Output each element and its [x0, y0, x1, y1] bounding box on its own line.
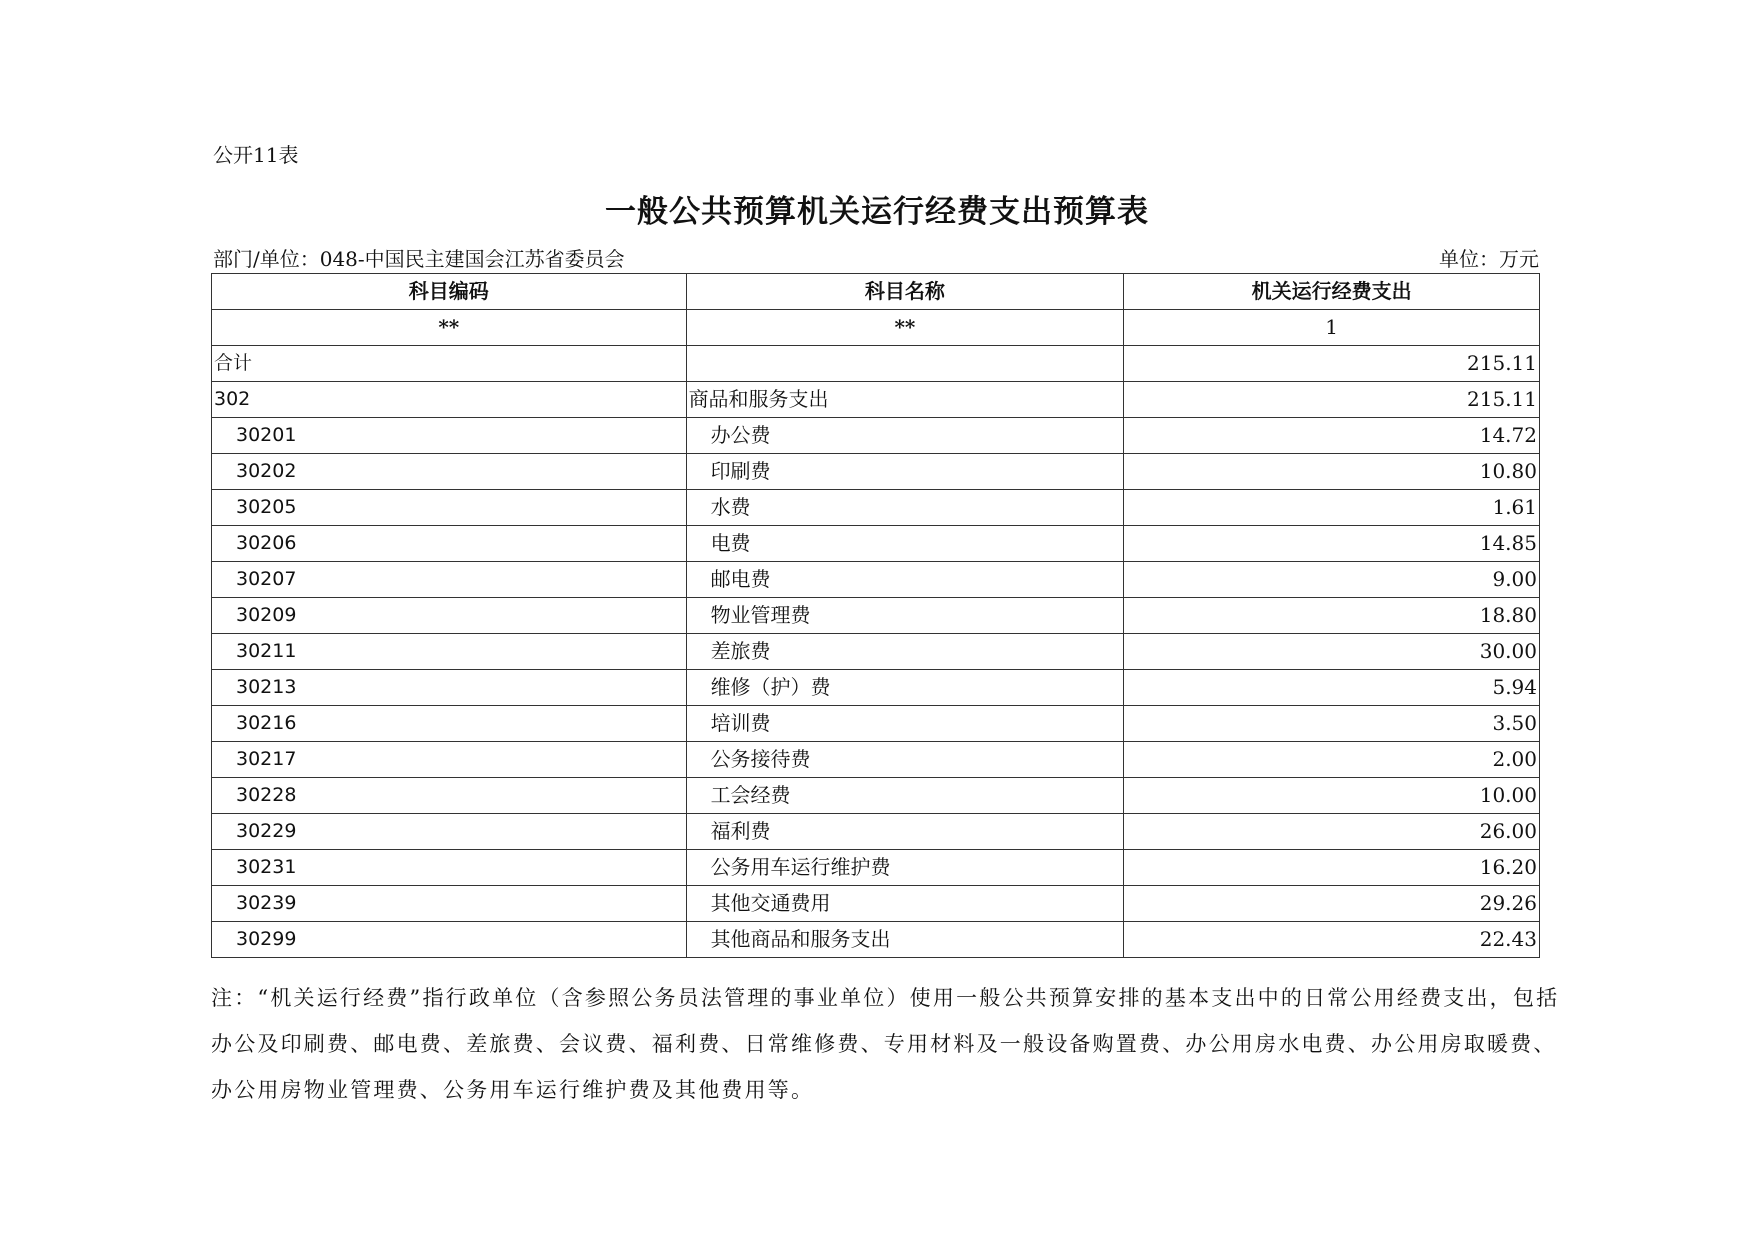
row-name-cell: 其他交通费用: [686, 886, 1124, 922]
row-code-cell: 30231: [212, 850, 687, 886]
row-name-cell: 公务用车运行维护费: [686, 850, 1124, 886]
row-name-cell: 维修（护）费: [686, 670, 1124, 706]
index-cell-code: **: [212, 310, 687, 346]
row-code-cell: 30206: [212, 526, 687, 562]
row-amount-cell: 10.80: [1124, 454, 1540, 490]
table-header-row: [212, 274, 1540, 310]
form-id: 公开11表: [213, 143, 299, 167]
row-code-cell: 合计: [212, 346, 687, 382]
row-name-cell: 工会经费: [686, 778, 1124, 814]
row-name-cell: 电费: [686, 526, 1124, 562]
row-name-cell: [686, 346, 1124, 382]
footnote: 注：“机关运行经费”指行政单位（含参照公务员法管理的事业单位）使用一般公共预算安排的基本支出中的日常公用经费支出，包括办公及印刷费、邮电费、差旅费、会议费、福利费、日常维修费、专用材料及一般设备购置费、办公用房水电费、办公用房取暖费、办公用房物业管理费、公务用车运行维护费及其他费用等。: [211, 986, 1560, 1102]
row-name-cell: 印刷费: [686, 454, 1124, 490]
row-amount-cell: 1.61: [1124, 490, 1540, 526]
row-amount-cell: 22.43: [1124, 922, 1540, 958]
row-amount-cell: 5.94: [1124, 670, 1540, 706]
row-amount-cell: 14.85: [1124, 526, 1540, 562]
row-amount-cell: 10.00: [1124, 778, 1540, 814]
row-amount-cell: 9.00: [1124, 562, 1540, 598]
row-amount-cell: 16.20: [1124, 850, 1540, 886]
table-row: [212, 346, 1540, 382]
table-body: [212, 346, 1540, 958]
table-row: [212, 634, 1540, 670]
index-cell-name: **: [686, 310, 1124, 346]
row-amount-cell: 215.11: [1124, 382, 1540, 418]
column-header-name: 科目名称: [686, 274, 1124, 310]
row-name-cell: 水费: [686, 490, 1124, 526]
row-code-cell: 30213: [212, 670, 687, 706]
row-name-cell: 差旅费: [686, 634, 1124, 670]
row-code-cell: 30228: [212, 778, 687, 814]
row-code-cell: 30205: [212, 490, 687, 526]
row-code-cell: 30201: [212, 418, 687, 454]
row-name-cell: 物业管理费: [686, 598, 1124, 634]
row-code-cell: 30239: [212, 886, 687, 922]
row-amount-cell: 26.00: [1124, 814, 1540, 850]
table-row: [212, 454, 1540, 490]
row-amount-cell: 215.11: [1124, 346, 1540, 382]
row-amount-cell: 29.26: [1124, 886, 1540, 922]
table-row: [212, 850, 1540, 886]
row-name-cell: 商品和服务支出: [686, 382, 1124, 418]
row-amount-cell: 2.00: [1124, 742, 1540, 778]
table-row: [212, 922, 1540, 958]
table-row: [212, 670, 1540, 706]
row-amount-cell: 18.80: [1124, 598, 1540, 634]
column-header-amount: 机关运行经费支出: [1124, 274, 1540, 310]
column-header-code: 科目编码: [212, 274, 687, 310]
row-code-cell: 30216: [212, 706, 687, 742]
row-code-cell: 30202: [212, 454, 687, 490]
table-row: [212, 382, 1540, 418]
table-index-row: [212, 310, 1540, 346]
row-name-cell: 培训费: [686, 706, 1124, 742]
table-row: [212, 598, 1540, 634]
row-amount-cell: 3.50: [1124, 706, 1540, 742]
table-row: [212, 742, 1540, 778]
department-label: 部门/单位：048-中国民主建国会江苏省委员会: [213, 247, 625, 271]
table-row: [212, 706, 1540, 742]
table-row: [212, 886, 1540, 922]
table-row: [212, 490, 1540, 526]
budget-table: [211, 273, 1540, 958]
table-row: [212, 562, 1540, 598]
index-cell-amount: 1: [1124, 310, 1540, 346]
row-amount-cell: 14.72: [1124, 418, 1540, 454]
page-title: 一般公共预算机关运行经费支出预算表: [605, 194, 1149, 230]
row-code-cell: 30229: [212, 814, 687, 850]
unit-label: 单位：万元: [1439, 247, 1539, 271]
row-code-cell: 30209: [212, 598, 687, 634]
table-row: [212, 418, 1540, 454]
table-row: [212, 778, 1540, 814]
row-name-cell: 办公费: [686, 418, 1124, 454]
row-code-cell: 30299: [212, 922, 687, 958]
row-code-cell: 30217: [212, 742, 687, 778]
row-amount-cell: 30.00: [1124, 634, 1540, 670]
table-row: [212, 814, 1540, 850]
row-name-cell: 邮电费: [686, 562, 1124, 598]
row-name-cell: 其他商品和服务支出: [686, 922, 1124, 958]
row-code-cell: 30207: [212, 562, 687, 598]
table-row: [212, 526, 1540, 562]
row-name-cell: 福利费: [686, 814, 1124, 850]
row-name-cell: 公务接待费: [686, 742, 1124, 778]
row-code-cell: 30211: [212, 634, 687, 670]
row-code-cell: 302: [212, 382, 687, 418]
